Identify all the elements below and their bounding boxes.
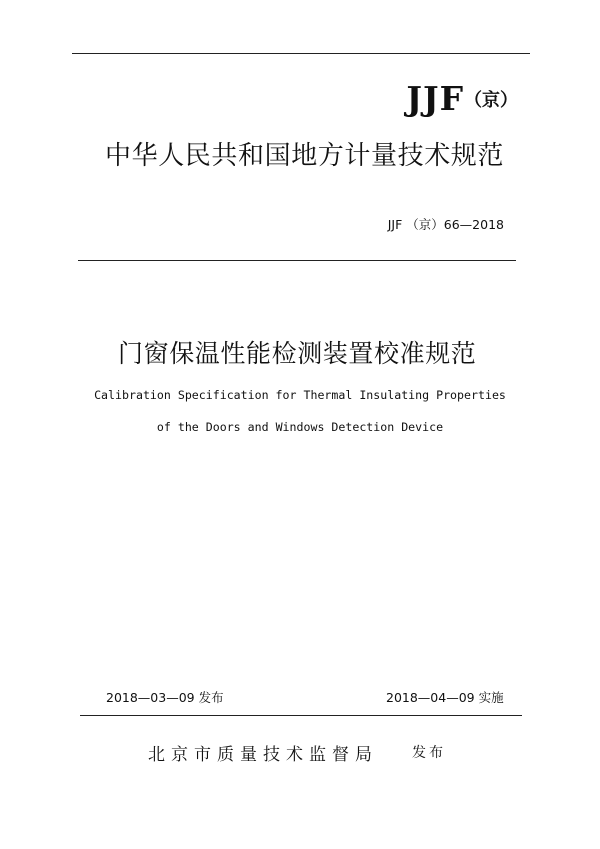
header-divider xyxy=(78,260,516,261)
standard-code-region: （京） xyxy=(464,90,518,111)
implementation-date: 2018—04—09 实施 xyxy=(386,690,504,705)
publisher-name: 北京市质量技术监督局 xyxy=(148,745,378,765)
standard-code xyxy=(406,79,518,118)
standard-number: JJF （京）66—2018 xyxy=(387,217,504,232)
top-divider xyxy=(72,53,530,54)
title-chinese: 门窗保温性能检测装置校准规范 xyxy=(118,339,477,368)
document-category: 中华人民共和国地方计量技术规范 xyxy=(105,141,505,171)
issue-date: 2018—03—09 发布 xyxy=(106,690,224,705)
title-english-line-1: Calibration Specification for Thermal Insulating Properties xyxy=(94,388,506,402)
standard-code-letters: JJF xyxy=(406,79,464,118)
title-english-line-2: of the Doors and Windows Detection Device xyxy=(156,420,444,434)
footer-divider xyxy=(80,715,522,716)
publish-label: 发布 xyxy=(412,745,446,761)
